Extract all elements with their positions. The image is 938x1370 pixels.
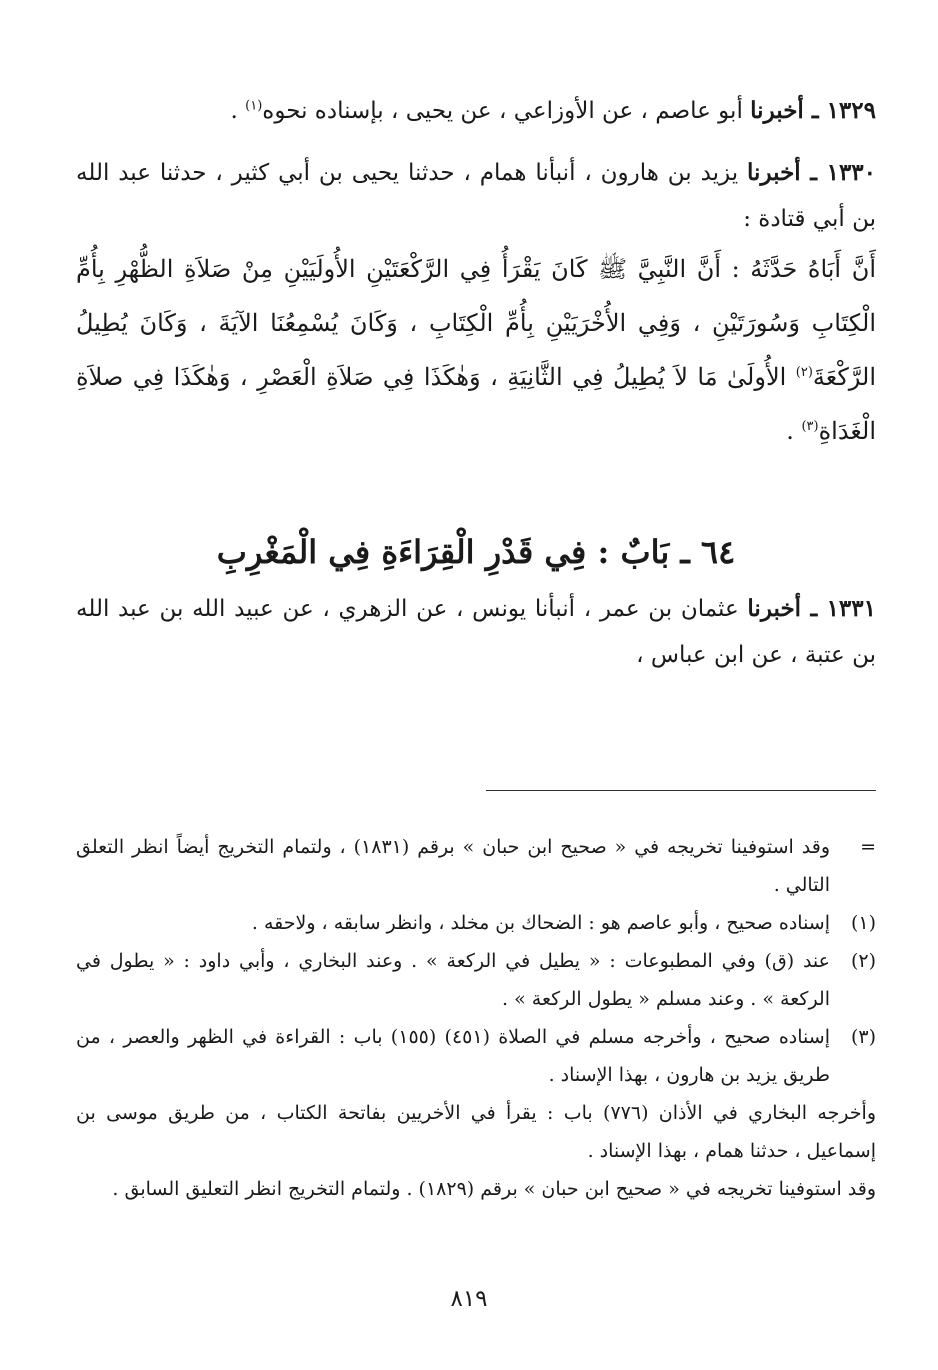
footnote-ref: (٣) bbox=[801, 419, 819, 434]
footnote-marker: (٢) bbox=[850, 950, 876, 972]
hadith-1330-isnad bbox=[76, 150, 876, 242]
footnote-body bbox=[76, 1018, 876, 1208]
footnote-divider bbox=[486, 790, 876, 791]
footnote-continuation bbox=[76, 828, 876, 904]
footnotes bbox=[76, 828, 876, 1208]
footnote-marker: (١) bbox=[850, 912, 876, 934]
matn-text: الأُولَىٰ مَا لاَ يُطِيلُ فِي الثَّانِيَةِ ، وَهٰكَذَا فِي صَلاَةِ الْعَصْرِ ، وَهٰكَذَا فِي صلاَةِ الْغَدَاةِ bbox=[76, 363, 876, 445]
main-text bbox=[76, 88, 876, 678]
punctuation: . bbox=[786, 417, 802, 445]
footnote-text: عند (ق) وفي المطبوعات : « يطيل في الركعة » . وعند البخاري ، وأبي داود : « يطول في الركعة » . وعند مسلم « يطول الركعة » . bbox=[76, 950, 830, 1010]
footnote-marker: = bbox=[860, 836, 876, 858]
hadith-text: أبو عاصم ، عن الأوزاعي ، عن يحيى ، بإسناده نحوه bbox=[262, 98, 743, 124]
footnote-ref: (١) bbox=[245, 98, 263, 114]
hadith-text: عثمان بن عمر ، أنبأنا يونس ، عن الزهري ، عن عبيد الله بن عبد الله بن عتبة ، عن ابن عباس ، bbox=[76, 596, 876, 668]
footnote-marker: (٣) bbox=[850, 1026, 876, 1048]
footnote-1 bbox=[76, 904, 876, 942]
hadith-1330-matn bbox=[76, 242, 876, 458]
hadith-1331 bbox=[76, 586, 876, 678]
footnote-text: إسناده صحيح ، وأبو عاصم هو : الضحاك بن مخلد ، وانظر سابقه ، ولاحقه . bbox=[251, 912, 830, 934]
footnote-2 bbox=[76, 942, 876, 1018]
footnote-text: وأخرجه البخاري في الأذان (٧٧٦) باب : يقرأ في الأخريين بفاتحة الكتاب ، من طريق موسى بن إسماعيل ، حدثنا همام ، بهذا الإسناد . bbox=[76, 1102, 876, 1162]
hadith-text: يزيد بن هارون ، أنبأنا همام ، حدثنا يحيى بن أبي كثير ، حدثنا عبد الله بن أبي قتادة : bbox=[76, 160, 876, 232]
matn-text: أَنَّ أَبَاهُ حَدَّثَهُ : أَنَّ النَّبِيَّ ﷺ كَانَ يَقْرَأُ فِي الرَّكْعَتَيْنِ الأُولَيَيْنِ مِنْ صَلاَةِ الظُّهْرِ بِأُمِّ الْكِتَابِ وَسُورَتَيْنِ ، وَفِي الأُخْرَيَيْنِ بِأُمِّ الْكِتَابِ ، وَكَانَ يُسْمِعُنَا الآيَةَ ، وَكَانَ يُطِيلُ الرَّكْعَةَ bbox=[76, 255, 876, 391]
page-number: ٨١٩ bbox=[450, 1286, 488, 1312]
hadith-number: ١٣٣١ ـ أخبرنا bbox=[747, 595, 876, 622]
footnote-ref: (٢) bbox=[795, 365, 813, 380]
hadith-1329 bbox=[76, 88, 876, 134]
punctuation: . bbox=[230, 98, 246, 124]
hadith-number: ١٣٢٩ ـ أخبرنا bbox=[750, 97, 876, 124]
hadith-number: ١٣٣٠ ـ أخبرنا bbox=[747, 159, 877, 186]
chapter-heading: ٦٤ ـ بَابٌ : فِي قَدْرِ الْقِرَاءَةِ فِي الْمَغْرِبِ bbox=[216, 533, 736, 571]
footnote-text: وقد استوفينا تخريجه في « صحيح ابن حبان » برقم (١٨٣١) ، ولتمام التخريج أيضاً انظر التعلق التالي . bbox=[76, 836, 830, 896]
footnote-text: إسناده صحيح ، وأخرجه مسلم في الصلاة (٤٥١) (١٥٥) باب : القراءة في الظهر والعصر ، من طريق يزيد بن هارون ، بهذا الإسناد . bbox=[76, 1026, 830, 1086]
footnote-3 bbox=[76, 1018, 876, 1208]
footnote-text: وقد استوفينا تخريجه في « صحيح ابن حبان » برقم (١٨٢٩) . ولتمام التخريج انظر التعليق السابق . bbox=[112, 1178, 876, 1200]
